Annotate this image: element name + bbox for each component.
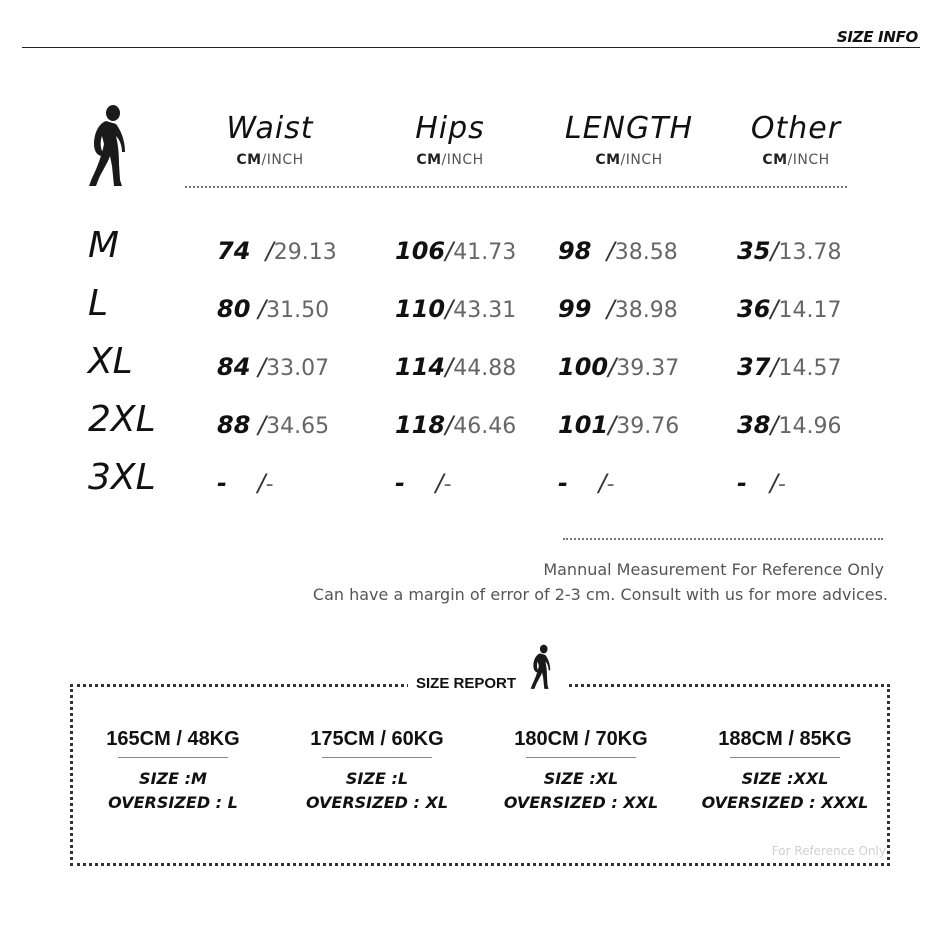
size-label-3xl: 3XL <box>88 457 156 498</box>
oversized-size: OVERSIZED : XL <box>305 793 449 812</box>
notes-dotted-divider <box>563 538 883 540</box>
size-label-xl: XL <box>88 341 133 382</box>
table-cell: - /- <box>217 469 274 497</box>
size-label-l: L <box>88 283 109 324</box>
report-entry-1 <box>73 727 273 815</box>
oversized-size: OVERSIZED : L <box>108 793 238 812</box>
table-cell: - /- <box>737 469 786 497</box>
table-cell: 80 /31.50 <box>217 295 330 323</box>
table-cell: 99 /38.98 <box>558 295 678 323</box>
column-unit: CM/INCH <box>416 152 484 168</box>
for-reference-note: For Reference Only <box>771 844 886 858</box>
column-unit: CM/INCH <box>762 152 830 168</box>
recommended-size: SIZE :XXL <box>741 769 829 788</box>
report-entry-3 <box>481 727 681 815</box>
walking-human-silhouette-icon <box>529 643 553 691</box>
entry-divider <box>322 757 432 758</box>
margin-of-error-note: Can have a margin of error of 2-3 cm. Consult with us for more advices. <box>312 585 888 604</box>
table-cell: 106/41.73 <box>395 237 517 265</box>
entry-divider <box>118 757 228 758</box>
column-title: Hips <box>415 111 485 146</box>
header-dotted-divider <box>185 186 847 188</box>
table-cell: 101/39.76 <box>558 411 680 439</box>
table-cell: 100/39.37 <box>558 353 680 381</box>
recommended-size: SIZE :XL <box>543 769 619 788</box>
table-cell: 84 /33.07 <box>217 353 330 381</box>
column-title: LENGTH <box>564 111 694 146</box>
column-header-waist <box>210 112 330 168</box>
column-title: Other <box>750 111 842 146</box>
column-title: Waist <box>226 111 314 146</box>
height-weight: 165CM / 48KG <box>106 728 240 750</box>
table-cell: 110/43.31 <box>395 295 517 323</box>
report-entry-2 <box>277 727 477 815</box>
table-cell: 35/13.78 <box>737 237 842 265</box>
size-label-2xl: 2XL <box>88 399 156 440</box>
size-label-m: M <box>88 225 120 266</box>
table-cell: 118/46.46 <box>395 411 517 439</box>
height-weight: 180CM / 70KG <box>514 728 648 750</box>
height-weight: 188CM / 85KG <box>718 728 852 750</box>
table-cell: 114/44.88 <box>395 353 517 381</box>
entry-divider <box>526 757 636 758</box>
recommended-size: SIZE :M <box>139 769 207 788</box>
walking-human-silhouette-icon <box>86 104 130 188</box>
table-cell: - /- <box>395 469 452 497</box>
recommended-size: SIZE :L <box>345 769 409 788</box>
oversized-size: OVERSIZED : XXL <box>503 793 659 812</box>
table-cell: - /- <box>558 469 615 497</box>
column-unit: CM/INCH <box>595 152 663 168</box>
column-header-length <box>554 112 704 168</box>
table-cell: 37/14.57 <box>737 353 842 381</box>
header-divider <box>22 47 920 48</box>
column-header-hips <box>390 112 510 168</box>
measurement-note: Mannual Measurement For Reference Only <box>543 560 884 579</box>
report-entry-4 <box>685 727 885 815</box>
height-weight: 175CM / 60KG <box>310 728 444 750</box>
table-cell: 36/14.17 <box>737 295 842 323</box>
table-cell: 38/14.96 <box>737 411 842 439</box>
oversized-size: OVERSIZED : XXXL <box>701 793 869 812</box>
table-cell: 98 /38.58 <box>558 237 678 265</box>
table-cell: 88 /34.65 <box>217 411 330 439</box>
size-info-title: SIZE INFO <box>836 28 918 46</box>
column-unit: CM/INCH <box>236 152 304 168</box>
table-cell: 74 /29.13 <box>217 237 337 265</box>
column-header-other <box>736 112 856 168</box>
size-report-label: SIZE REPORT <box>416 675 517 692</box>
entry-divider <box>730 757 840 758</box>
